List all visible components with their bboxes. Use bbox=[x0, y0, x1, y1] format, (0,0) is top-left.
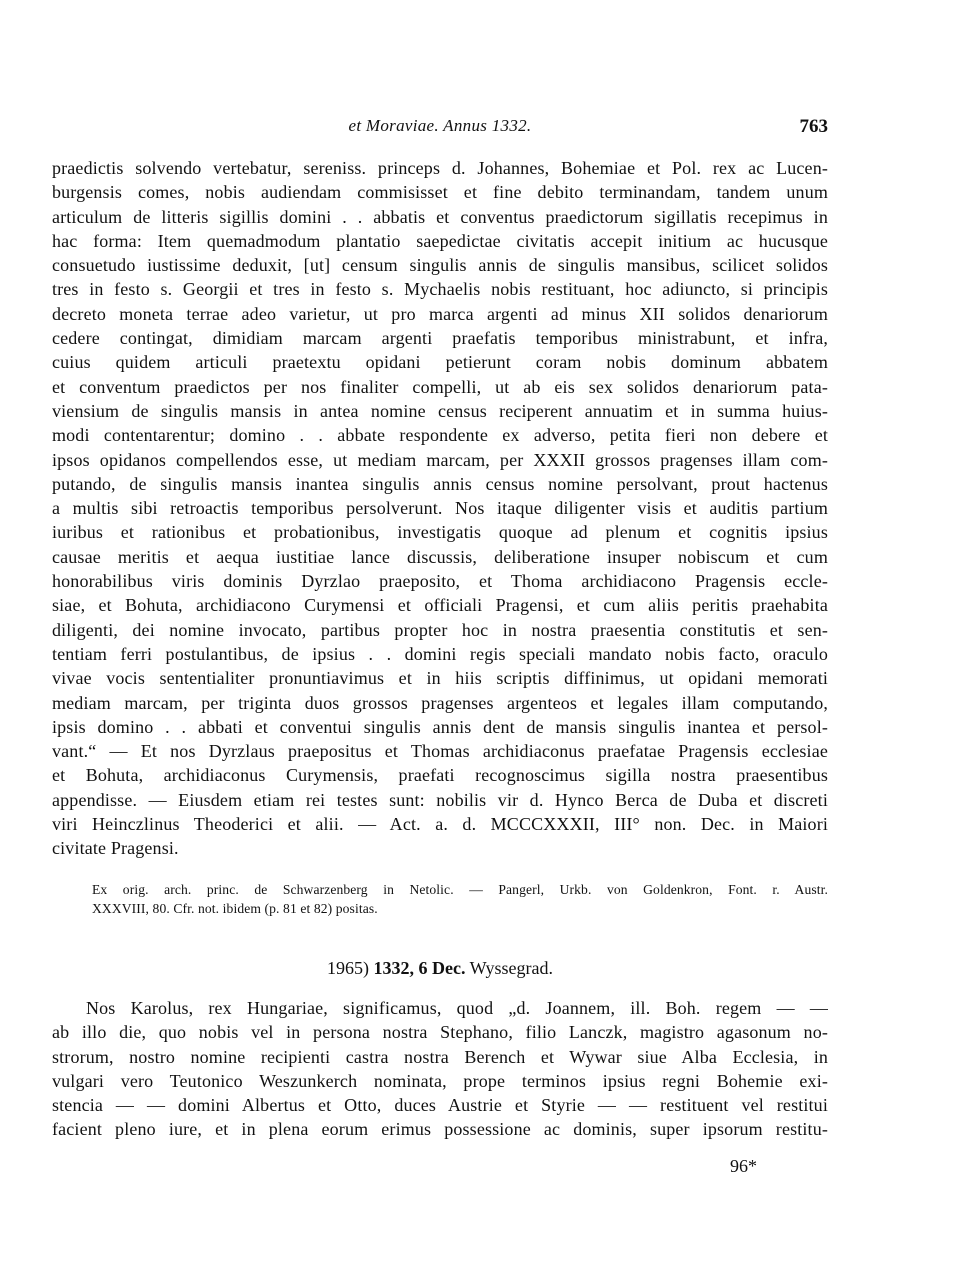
text-line: a multis sibi retroactis temporibus persolverunt. Nos itaque diligenter visis et auditis partium bbox=[52, 498, 828, 519]
text-line: burgensis comes, nobis audiendam commisisset et fine debito terminandam, tandem unum bbox=[52, 182, 828, 203]
document-number: 1965) bbox=[326, 958, 369, 978]
text-line: honorabilibus viris dominis Dyrzlao praeposito, et Thoma archidiacono Pragensis eccle- bbox=[52, 571, 828, 592]
text-line: tentiam ferri postulantibus, de ipsius . . domini regis speciali mandato nobis facto, oraculo bbox=[52, 643, 828, 664]
text-line: ipsos opidanos compellendos esse, ut mediam marcam, per XXXII grossos pragenses illam com- bbox=[52, 449, 828, 470]
text-line: vant.“ — Et nos Dyrzlaus praepositus et Thomas archidiaconus praefatae Pragensis ecclesiae bbox=[52, 741, 828, 762]
text-line: facient pleno iure, et in plena eorum erimus possessione ac dominis, super ipsorum restitu- bbox=[52, 1119, 828, 1140]
signature-mark: 96* bbox=[730, 1156, 757, 1176]
main-text bbox=[52, 156, 828, 861]
document-date: 1332, 6 Dec. bbox=[373, 958, 466, 978]
text-line: tres in festo s. Georgii et tres in festo s. Mychaelis nobis restituant, hoc adiuncto, si principis bbox=[52, 279, 828, 300]
document-heading bbox=[52, 958, 828, 979]
text-line: cedere contingat, dimidiam marcam argenti praefatis temporibus ministrabunt, et infra, bbox=[52, 328, 828, 349]
text-line: Nos Karolus, rex Hungariae, significamus, quod „d. Joannem, ill. Boh. regem — — bbox=[86, 998, 828, 1018]
text-line: mediam marcam, per triginta duos grossos pragenses argenteos et legales illam computando, bbox=[52, 692, 828, 713]
text-line: et conventum praedictos per nos finaliter compelli, ut ab eis sex solidos denariorum pata- bbox=[52, 376, 828, 397]
text-line: ab illo die, quo nobis vel in persona nostra Stephano, filio Lanczk, magistro agasonum no- bbox=[52, 1022, 828, 1043]
text-line: hac forma: Item quemadmodum plantatio saepedictae civitatis accepit initium ac hucusque bbox=[52, 230, 828, 251]
text-line: siae, et Bohuta, archidiacono Curymensi et officiali Pragensi, et cum aliis peritis praehabita bbox=[52, 595, 828, 616]
text-line: articulum de litteris sigillis domini . . abbatis et conventus praedictorum sigillatis recepimus in bbox=[52, 206, 828, 227]
running-head-title: et Moraviae. Annus 1332. bbox=[348, 116, 532, 135]
source-note-line: XXXVIII, 80. Cfr. not. ibidem (p. 81 et 82) positas. bbox=[92, 901, 378, 916]
document-text bbox=[52, 996, 828, 1142]
text-line: iuribus et rationibus et probationibus, investigatis quoque ad plenum et cognitis ipsius bbox=[52, 522, 828, 543]
text-line: praedictis solvendo vertebatur, sereniss. princeps d. Johannes, Bohemiae et Pol. rex ac Lucen- bbox=[52, 158, 828, 178]
page-number: 763 bbox=[799, 116, 828, 137]
text-line: vivae vocis sententialiter pronuntiavimus et in hiis scriptis diffinimus, ut opidani memorati bbox=[52, 668, 828, 689]
text-line: putando, de singulis mansis inantea singulis annis census nomine persolvant, prout hactenus bbox=[52, 473, 828, 494]
text-line: civitate Pragensi. bbox=[52, 838, 179, 859]
source-note bbox=[52, 880, 828, 918]
text-line: ipsis domino . . abbati et conventui singulis annis dent de mansis singulis inantea et persol- bbox=[52, 716, 828, 737]
text-line: strorum, nostro nomine recipienti castra nostra Berench et Wywar siue Alba Ecclesia, in bbox=[52, 1046, 828, 1067]
running-head bbox=[52, 116, 828, 144]
text-line: decreto moneta terrae adeo varietur, ut pro marca argenti ad minus XII solidos denariorum bbox=[52, 303, 828, 324]
text-line: vulgari vero Teutonico Weszunkerch nominata, prope terminos ipsius regni Bohemie exi- bbox=[52, 1070, 828, 1091]
text-line: viensium de singulis mansis in antea nomine census reciperent annuatim et in summa huius- bbox=[52, 400, 828, 421]
text-line: viri Heinczlinus Theoderici et alii. — Act. a. d. MCCCXXXII, III° non. Dec. in Maiori bbox=[52, 814, 828, 835]
text-line: causae meritis et aequa iustitiae lance discussis, deliberatione insuper nobiscum et cum bbox=[52, 546, 828, 567]
text-line: appendisse. — Eiusdem etiam rei testes sunt: nobilis vir d. Hynco Berca de Duba et discreti bbox=[52, 789, 828, 810]
text-line: diligenti, dei nomine invocato, partibus propter hoc in nostra praesentia constitutis et sen- bbox=[52, 619, 828, 640]
source-note-line: Ex orig. arch. princ. de Schwarzenberg in Netolic. — Pangerl, Urkb. von Goldenkron, Font. r. Austr. bbox=[92, 882, 828, 897]
text-line: et Bohuta, archidiaconus Curymensis, praefati recognoscimus sigilla nostra praesentibus bbox=[52, 765, 828, 786]
text-line: stencia — — domini Albertus et Otto, duces Austrie et Styrie — — restituent vel restitui bbox=[52, 1095, 828, 1116]
text-line: consuetudo iustissime deduxit, [ut] censum singulis annis de singulis mansibus, scilicet solidos bbox=[52, 255, 828, 276]
document-place: Wyssegrad. bbox=[469, 958, 554, 978]
text-line: cuius quidem articuli praetextu opidani petierunt coram nobis dominum abbatem bbox=[52, 352, 828, 373]
text-line: modi contentarentur; domino . . abbate respondente ex adverso, petita fieri non debere et bbox=[52, 425, 828, 446]
